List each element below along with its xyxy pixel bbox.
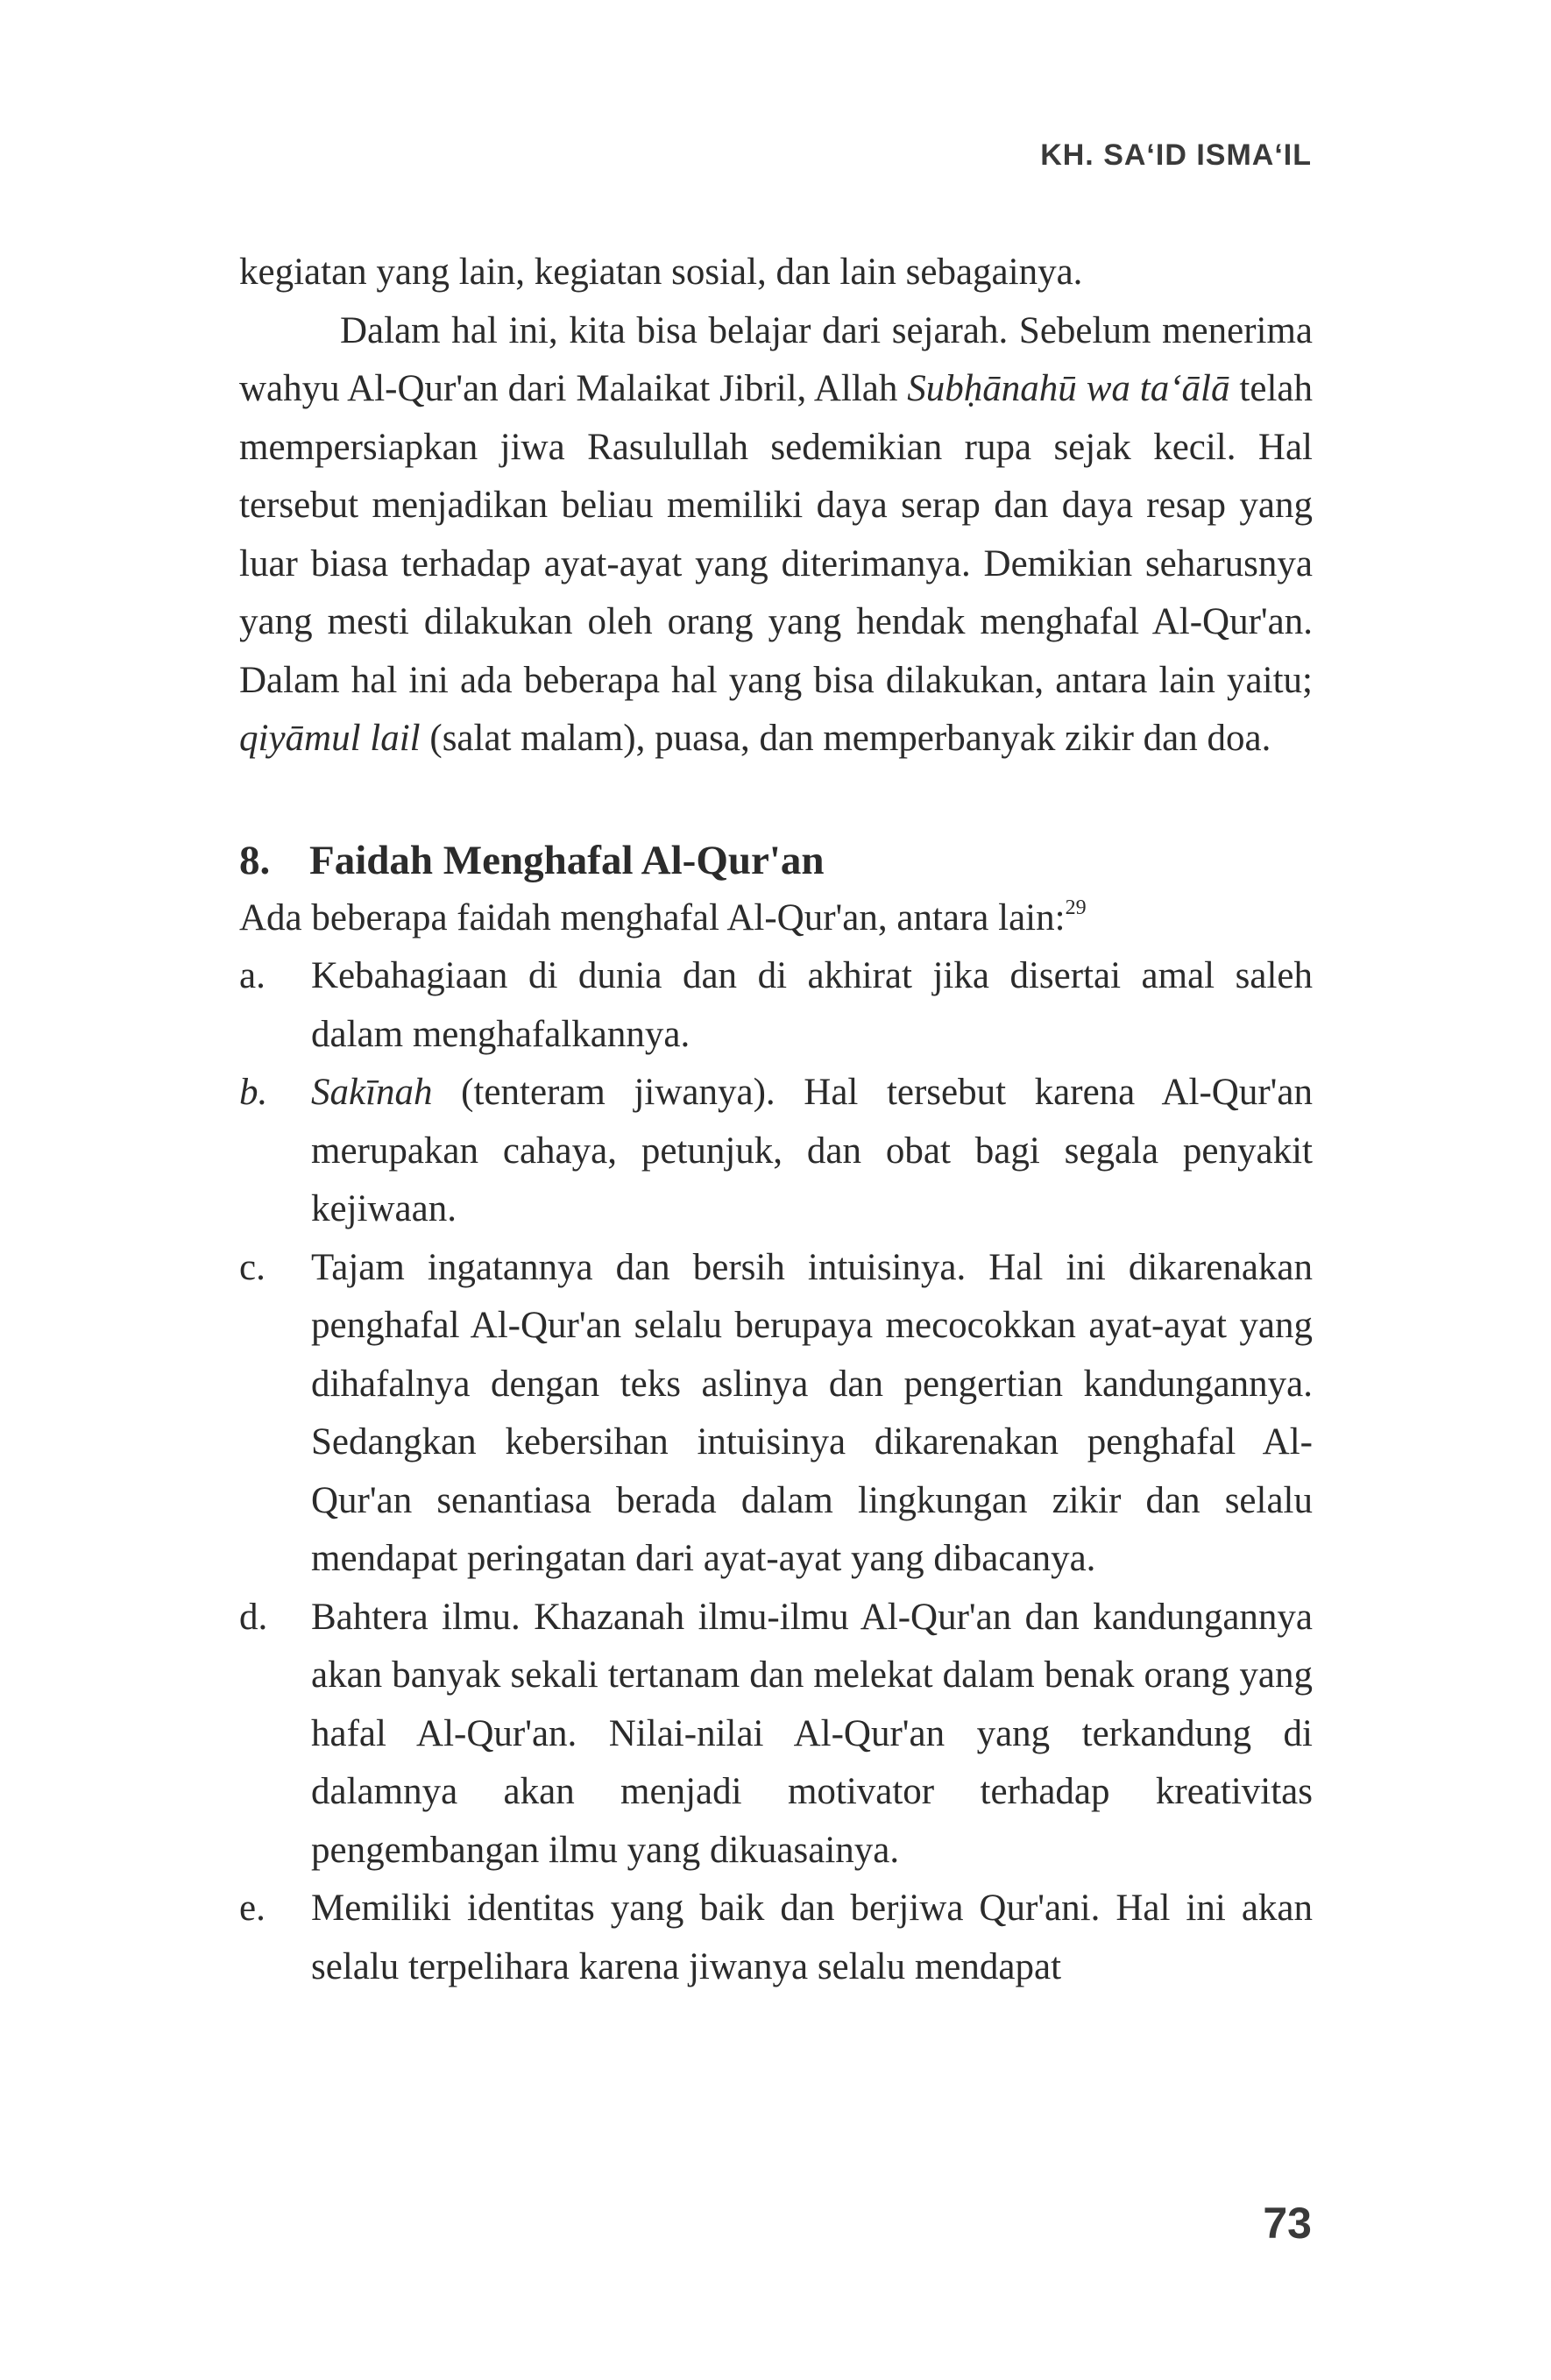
page-content <box>239 244 1313 1996</box>
list-item <box>239 947 1313 1064</box>
list-item-text: Tajam ingatannya dan bersih intuisinya. Hal ini dikarenakan penghafal Al-Qur'an selalu berupaya mecocokkan ayat-ayat yang dihafalnya dengan teks aslinya dan pengertian kandungannya. Sedangkan kebersihan intuisinya dikarenakan penghafal Al-Qur'an senantiasa berada dalam lingkungan zikir dan selalu mendapat peringatan dari ayat-ayat yang dibacanya. <box>311 1246 1313 1579</box>
page-number: 73 <box>1263 2199 1312 2248</box>
italic-term: Subḥānahū wa ta‘ālā <box>907 368 1230 409</box>
text-run: telah mempersiapkan jiwa Rasulullah sedemikian rupa sejak kecil. Hal tersebut menjadikan beliau memiliki daya serap dan daya resap yang luar biasa terhadap ayat-ayat yang diterimanya. Demikian seharusnya yang mesti dilakukan oleh orang yang hendak menghafal Al-Qur'an. Dalam hal ini ada beberapa hal yang bisa dilakukan, antara lain yaitu; <box>239 368 1313 701</box>
italic-term: qiyāmul lail <box>239 718 421 759</box>
list-item <box>239 1589 1313 1881</box>
paragraph: kegiatan yang lain, kegiatan sosial, dan lain sebagainya. <box>239 251 1083 293</box>
list-item <box>239 1064 1313 1239</box>
list-item <box>239 1239 1313 1589</box>
benefit-list <box>239 947 1313 1996</box>
italic-term: Sakīnah <box>311 1072 433 1113</box>
list-item-text: Memiliki identitas yang baik dan berjiwa Qur'ani. Hal ini akan selalu terpelihara karena jiwanya selalu mendapat <box>311 1888 1313 1987</box>
list-item-text: Bahtera ilmu. Khazanah ilmu-ilmu Al-Qur'an dan kandungannya akan banyak sekali tertanam dan melekat dalam benak orang yang hafal Al-Qur'an. Nilai-nilai Al-Qur'an yang terkandung di dalamnya akan menjadi motivator terhadap kreativitas pengembangan ilmu yang dikuasainya. <box>311 1596 1313 1871</box>
list-item-text <box>311 1064 1313 1239</box>
section-intro <box>239 889 1313 948</box>
list-item-text: Kebahagiaan di dunia dan di akhirat jika disertai amal saleh dalam menghafalkannya. <box>311 955 1313 1055</box>
text-run: Ada beberapa faidah menghafal Al-Qur'an, antara lain: <box>239 896 1066 939</box>
footnote-reference: 29 <box>1065 896 1087 919</box>
list-marker: a. <box>239 955 266 996</box>
list-marker: c. <box>239 1246 266 1288</box>
text-run: (tenteram jiwanya). Hal tersebut karena Al-Qur'an merupakan cahaya, petunjuk, dan obat bagi segala penyakit kejiwaan. <box>311 1072 1313 1229</box>
paragraph <box>239 302 1313 769</box>
section-number: 8. <box>239 837 271 883</box>
section-title: Faidah Menghafal Al-Qur'an <box>309 837 825 883</box>
list-item <box>239 1880 1313 1996</box>
list-marker: d. <box>239 1596 268 1638</box>
list-marker: e. <box>239 1888 266 1929</box>
running-header: KH. SA‘ID ISMA‘IL <box>1040 138 1312 172</box>
text-run: Dalam hal ini, kita bisa belajar dari sejarah. Sebelum menerima wahyu Al-Qur'an dari Malaikat Jibril, Allah <box>239 309 1313 409</box>
text-run: (salat malam), puasa, dan memperbanyak zikir dan doa. <box>420 718 1271 759</box>
list-marker: b. <box>239 1072 268 1113</box>
section-heading <box>239 832 1313 889</box>
